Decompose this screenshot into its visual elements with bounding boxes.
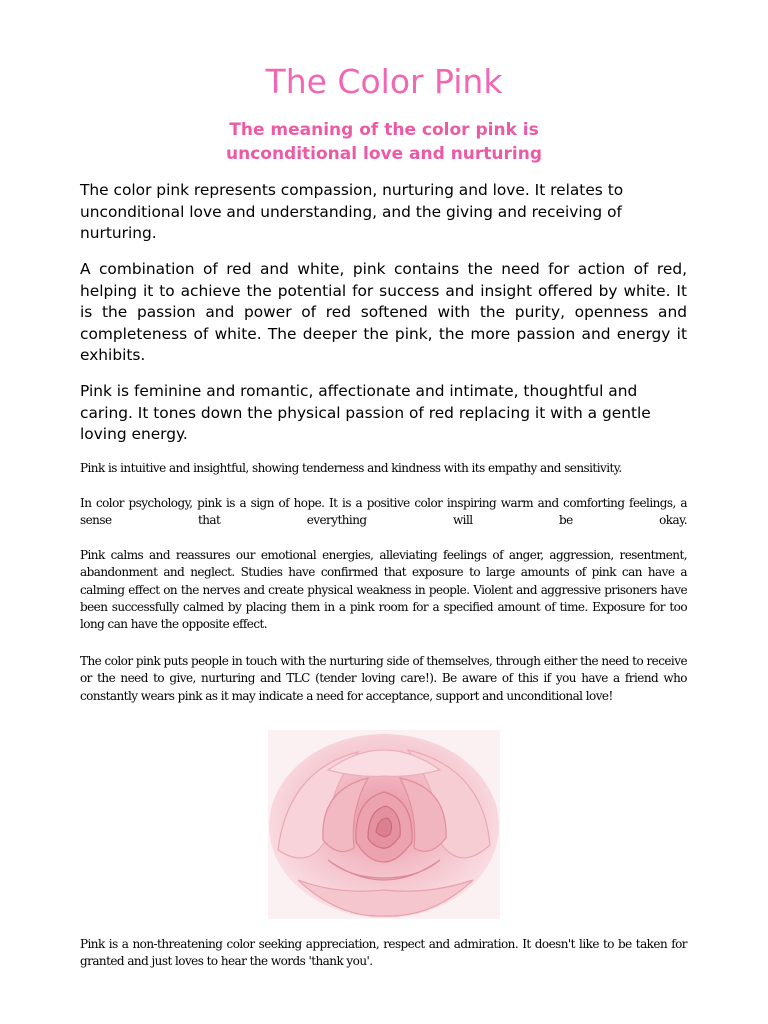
- subtitle-line-1: The meaning of the color pink is: [229, 120, 539, 140]
- paragraph-2: A combination of red and white, pink contains the need for action of red, helping it to achieve the potential for success and insight offered by white. It is the passion and power of red softened with the purity, openness and completeness of white. The deeper the pink, the more passion and energy it exhibits.: [80, 260, 687, 364]
- paragraph-1: The color pink represents compassion, nurturing and love. It relates to unconditional love and understanding, and the giving and receiving of nurturing.: [80, 181, 624, 242]
- subtitle-line-2: unconditional love and nurturing: [225, 144, 542, 164]
- paragraph-3: Pink is feminine and romantic, affectionate and intimate, thoughtful and caring. It tones down the physical passion of red replacing it with a gentle loving energy.: [80, 382, 651, 443]
- rose-image: [268, 730, 500, 919]
- page-subtitle: [120, 118, 648, 166]
- paragraph-8: Pink is a non-threatening color seeking appreciation, respect and admiration. It doesn't like to be taken for granted and just loves to hear the words 'thank you'.: [80, 937, 687, 969]
- paragraph-6: Pink calms and reassures our emotional energies, alleviating feelings of anger, aggression, resentment, abandonment and neglect. Studies have confirmed that exposure to large amounts of pink can have a calming effect on the nerves and create physical weakness in people. Violent and aggressive prisoners have been successfully calmed by placing them in a pink room for a specified amount of time. Exposure for too long can have the opposite effect.: [80, 548, 687, 632]
- rose-icon: [268, 730, 500, 919]
- paragraph-7: The color pink puts people in touch with the nurturing side of themselves, through either the need to receive or the need to give, nurturing and TLC (tender loving care!). Be aware of this if you have a friend who constantly wears pink as it may indicate a need for acceptance, support and unconditional love!: [80, 654, 687, 703]
- paragraph-5: In color psychology, pink is a sign of hope. It is a positive color inspiring warm and comforting feelings, a sense that everything will be okay.: [80, 496, 687, 528]
- paragraph-4: Pink is intuitive and insightful, showing tenderness and kindness with its empathy and sensitivity.: [80, 461, 622, 475]
- page-title: The Color Pink: [265, 62, 503, 101]
